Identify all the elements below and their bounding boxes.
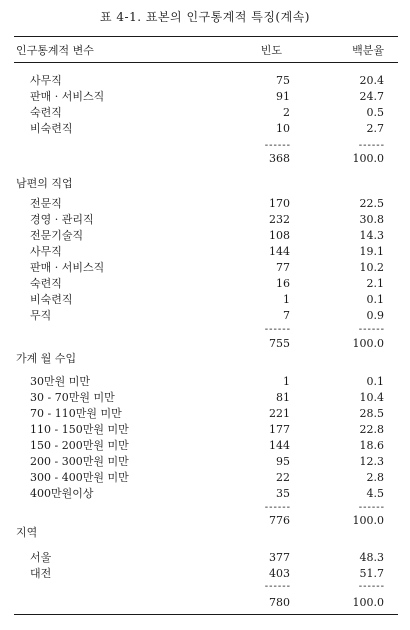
top-rule: [14, 36, 398, 37]
frequency-cell: 776: [269, 514, 290, 527]
row-label: 대전: [30, 567, 52, 580]
row-label: 비숙련직: [30, 293, 73, 306]
percent-cell: 0.5: [366, 106, 384, 119]
frequency-cell: 177: [269, 423, 290, 436]
percent-cell: 12.3: [359, 455, 384, 468]
percent-cell: 28.5: [359, 407, 384, 420]
percent-cell: 20.4: [359, 74, 384, 87]
table-title: 표 4-1. 표본의 인구통계적 특징(계속): [100, 10, 310, 24]
dash-separator: ------: [358, 581, 385, 592]
frequency-cell: 1: [283, 375, 290, 388]
percent-cell: 18.6: [359, 439, 384, 452]
table-row: [0, 293, 410, 307]
table-row: [0, 229, 410, 243]
percent-cell: 0.9: [366, 309, 384, 322]
frequency-cell: 755: [269, 337, 290, 350]
frequency-cell: 780: [269, 596, 290, 609]
section-heading: [0, 177, 410, 191]
subtotal-row: [0, 337, 410, 351]
row-label: 사무직: [30, 245, 62, 258]
row-label: 150 - 200만원 미만: [30, 439, 129, 452]
percent-cell: 0.1: [366, 293, 384, 306]
row-label: 가계 월 수입: [16, 352, 77, 365]
row-label: 전문기술직: [30, 229, 84, 242]
dash-separator: ------: [358, 502, 385, 513]
row-label: 400만원이상: [30, 487, 94, 500]
frequency-cell: 144: [269, 439, 290, 452]
row-label: 30만원 미만: [30, 375, 90, 388]
percent-cell: 10.2: [359, 261, 384, 274]
table-row: [0, 197, 410, 211]
percent-cell: 19.1: [359, 245, 384, 258]
frequency-cell: 81: [276, 391, 290, 404]
percent-cell: 100.0: [352, 152, 384, 165]
dash-separator: ------: [358, 324, 385, 335]
row-label: 비숙련직: [30, 122, 73, 135]
percent-cell: 100.0: [352, 514, 384, 527]
table-row: [0, 122, 410, 136]
dash-separator: ------: [264, 140, 291, 151]
percent-cell: 14.3: [359, 229, 384, 242]
percent-cell: 10.4: [359, 391, 384, 404]
table-row: [0, 245, 410, 259]
table-row: [0, 261, 410, 275]
table-row: [0, 375, 410, 389]
table-row: [0, 213, 410, 227]
table-row: [0, 74, 410, 88]
frequency-cell: 368: [269, 152, 290, 165]
table-row: [0, 423, 410, 437]
subtotal-row: [0, 152, 410, 166]
frequency-cell: 77: [276, 261, 290, 274]
dash-separator: ------: [264, 324, 291, 335]
header-frequency: 빈도: [260, 44, 282, 57]
row-label: 서울: [30, 551, 52, 564]
dash-separator: ------: [264, 581, 291, 592]
table-row: [0, 309, 410, 323]
table-row: [0, 391, 410, 405]
table-row: [0, 551, 410, 565]
header-row: [0, 44, 410, 58]
frequency-cell: 377: [269, 551, 290, 564]
row-label: 숙련직: [30, 277, 62, 290]
header-variable: 인구통계적 변수: [16, 44, 94, 57]
table-row: [0, 455, 410, 469]
table-row: [0, 567, 410, 581]
row-label: 전문직: [30, 197, 62, 210]
percent-cell: 24.7: [359, 90, 384, 103]
frequency-cell: 91: [276, 90, 290, 103]
header-percent: 백분율: [352, 44, 384, 57]
percent-cell: 22.5: [359, 197, 384, 210]
table-row: [0, 277, 410, 291]
frequency-cell: 7: [283, 309, 290, 322]
percent-cell: 22.8: [359, 423, 384, 436]
frequency-cell: 403: [269, 567, 290, 580]
percent-cell: 100.0: [352, 596, 384, 609]
percent-cell: 2.1: [366, 277, 384, 290]
row-label: 지역: [16, 526, 38, 539]
frequency-cell: 10: [276, 122, 290, 135]
subtotal-dashes: [0, 582, 410, 596]
row-label: 110 - 150만원 미만: [30, 423, 129, 436]
percent-cell: 30.8: [359, 213, 384, 226]
row-label: 300 - 400만원 미만: [30, 471, 129, 484]
dash-separator: ------: [264, 502, 291, 513]
frequency-cell: 35: [276, 487, 290, 500]
row-label: 숙련직: [30, 106, 62, 119]
frequency-cell: 75: [276, 74, 290, 87]
frequency-cell: 2: [283, 106, 290, 119]
row-label: 판매 · 서비스직: [30, 261, 105, 274]
frequency-cell: 144: [269, 245, 290, 258]
percent-cell: 2.8: [366, 471, 384, 484]
percent-cell: 100.0: [352, 337, 384, 350]
table-row: [0, 407, 410, 421]
row-label: 무직: [30, 309, 52, 322]
percent-cell: 4.5: [366, 487, 384, 500]
frequency-cell: 108: [269, 229, 290, 242]
table-row: [0, 487, 410, 501]
subtotal-row: [0, 596, 410, 610]
row-label: 남편의 직업: [16, 177, 73, 190]
frequency-cell: 16: [276, 277, 290, 290]
section-heading: [0, 526, 410, 540]
row-label: 70 - 110만원 미만: [30, 407, 122, 420]
frequency-cell: 95: [276, 455, 290, 468]
frequency-cell: 221: [269, 407, 290, 420]
percent-cell: 48.3: [359, 551, 384, 564]
frequency-cell: 170: [269, 197, 290, 210]
header-rule: [14, 62, 398, 63]
table-row: [0, 439, 410, 453]
bottom-rule: [14, 614, 398, 615]
row-label: 경영 · 관리직: [30, 213, 94, 226]
dash-separator: ------: [358, 140, 385, 151]
table-row: [0, 106, 410, 120]
table-row: [0, 471, 410, 485]
frequency-cell: 22: [276, 471, 290, 484]
row-label: 판매 · 서비스직: [30, 90, 105, 103]
row-label: 30 - 70만원 미만: [30, 391, 115, 404]
percent-cell: 2.7: [366, 122, 384, 135]
frequency-cell: 232: [269, 213, 290, 226]
percent-cell: 51.7: [359, 567, 384, 580]
row-label: 200 - 300만원 미만: [30, 455, 129, 468]
percent-cell: 0.1: [366, 375, 384, 388]
section-heading: [0, 352, 410, 366]
row-label: 사무직: [30, 74, 62, 87]
frequency-cell: 1: [283, 293, 290, 306]
table-row: [0, 90, 410, 104]
